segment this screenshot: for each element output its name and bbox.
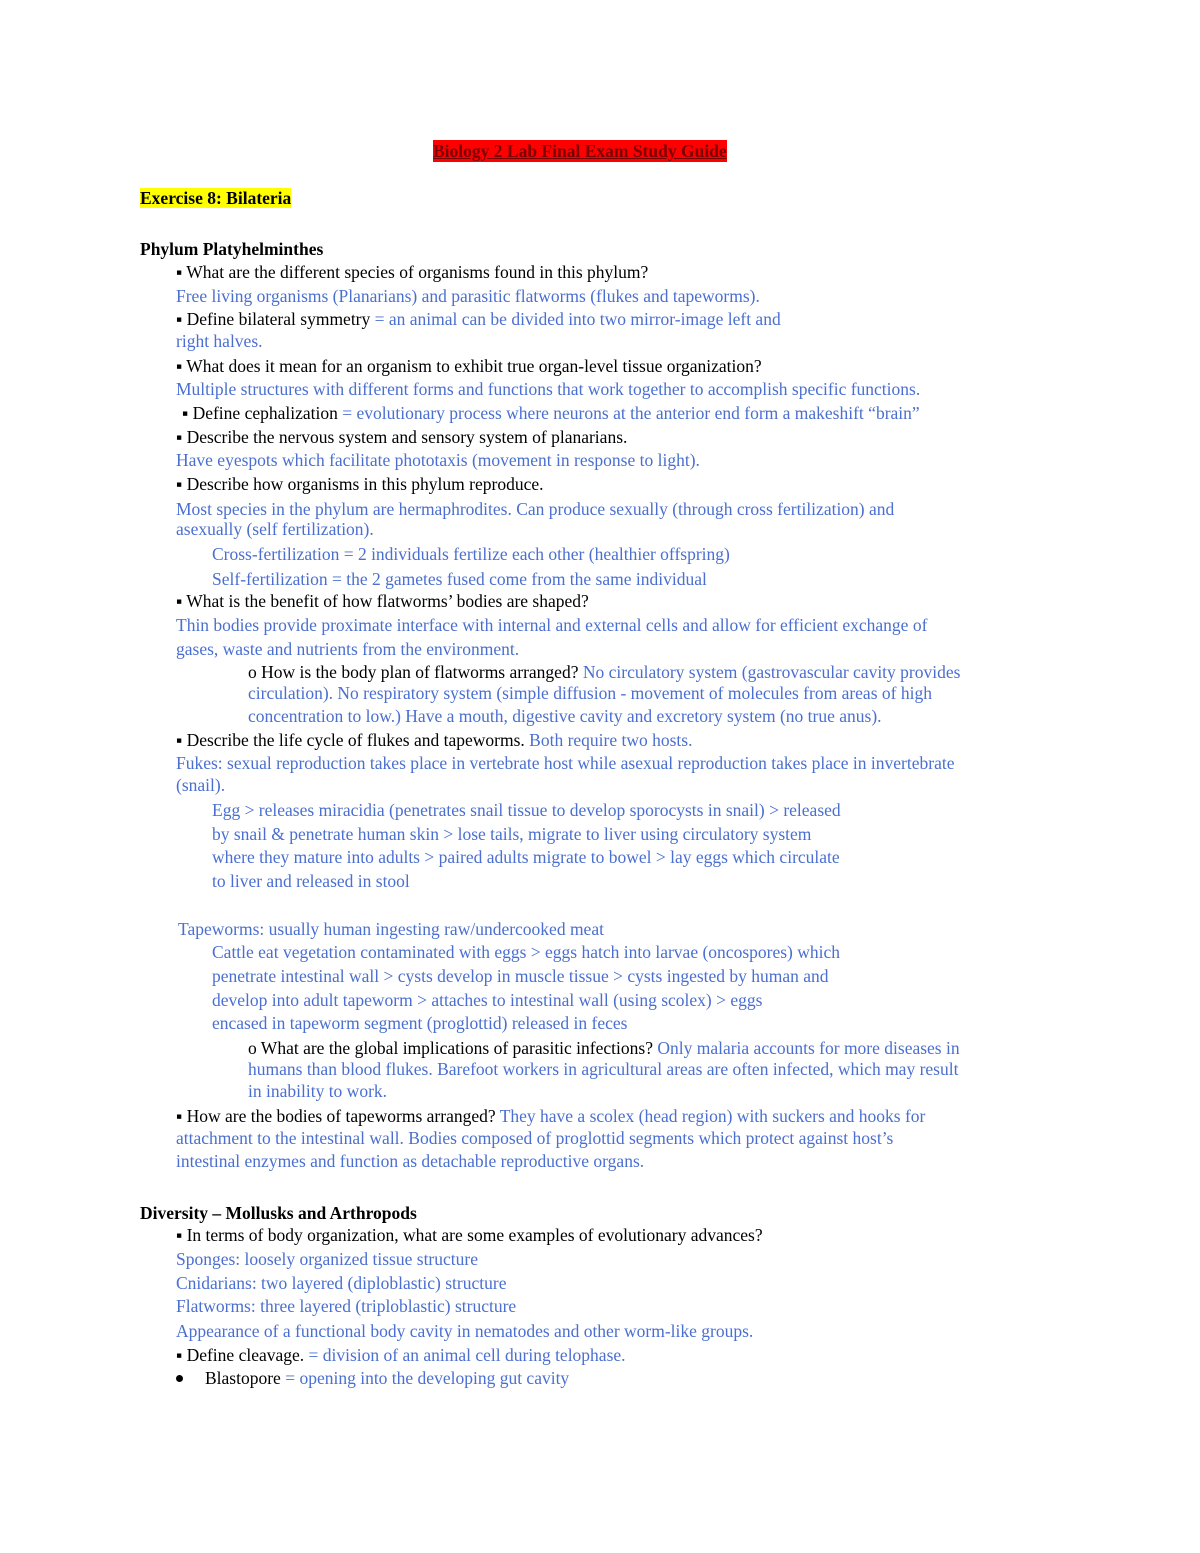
answer-line: Cross-fertilization = 2 individuals fertilize each other (healthier offspring) (212, 544, 730, 564)
answer-line: Sponges: loosely organized tissue structure (176, 1249, 478, 1269)
answer-line: Thin bodies provide proximate interface with internal and external cells and allow for efficient exchange of (176, 615, 928, 635)
answer-line: develop into adult tapeworm > attaches to intestinal wall (using scolex) > eggs (212, 990, 763, 1010)
answer-line: in inability to work. (248, 1081, 388, 1101)
question-answer-line (248, 661, 960, 683)
answer-line: Flatworms: three layered (triploblastic) structure (176, 1296, 517, 1316)
answer-line: by snail & penetrate human skin > lose tails, migrate to liver using circulatory system (212, 824, 812, 844)
answer-text: They have a scolex (head region) with suckers and hooks for (499, 1106, 926, 1126)
answer-text: Only malaria accounts for more diseases in (657, 1038, 960, 1058)
answer-text: = opening into the developing gut cavity (285, 1368, 570, 1388)
document-title: Biology 2 Lab Final Exam Study Guide (433, 141, 727, 161)
answer-text: = evolutionary process where neurons at the anterior end form a makeshift “brain” (342, 403, 920, 423)
section-heading-platyhelminthes: Phylum Platyhelminthes (140, 239, 324, 259)
question-answer-line (176, 729, 692, 751)
question-text: ▪ Define bilateral symmetry (176, 309, 375, 329)
question-answer-line (176, 1344, 626, 1366)
answer-text: Both require two hosts. (529, 730, 693, 750)
answer-line: where they mature into adults > paired adults migrate to bowel > lay eggs which circulate (212, 847, 840, 867)
answer-line: intestinal enzymes and function as detachable reproductive organs. (176, 1151, 645, 1171)
answer-line: Most species in the phylum are hermaphrodites. Can produce sexually (through cross fertilization) and (176, 499, 895, 519)
question-line: ▪ Describe the nervous system and sensory system of planarians. (176, 427, 628, 447)
answer-line: to liver and released in stool (212, 871, 410, 891)
answer-line: attachment to the intestinal wall. Bodies composed of proglottid segments which protect against host’s (176, 1128, 894, 1148)
question-text: ▪ Define cephalization (182, 403, 343, 423)
question-answer-line (248, 1037, 960, 1059)
bullet-line (176, 1367, 569, 1389)
bullet-icon (176, 1375, 183, 1382)
answer-line: asexually (self fertilization). (176, 519, 374, 539)
answer-line: concentration to low.) Have a mouth, digestive cavity and excretory system (no true anus). (248, 706, 882, 726)
answer-line: Egg > releases miracidia (penetrates snail tissue to develop sporocysts in snail) > released (212, 800, 841, 820)
answer-line: gases, waste and nutrients from the environment. (176, 639, 520, 659)
answer-line: Appearance of a functional body cavity in nematodes and other worm-like groups. (176, 1321, 754, 1341)
answer-line: Multiple structures with different forms and functions that work together to accomplish specific functions. (176, 379, 921, 399)
question-answer-line (176, 308, 781, 330)
answer-line: right halves. (176, 331, 263, 351)
answer-line: Self-fertilization = the 2 gametes fused come from the same individual (212, 569, 707, 589)
answer-text: = division of an animal cell during telophase. (308, 1345, 626, 1365)
answer-text: No circulatory system (gastrovascular cavity provides (582, 662, 961, 682)
answer-line: penetrate intestinal wall > cysts develop in muscle tissue > cysts ingested by human and (212, 966, 829, 986)
answer-line: Cnidarians: two layered (diploblastic) structure (176, 1273, 507, 1293)
question-text: Blastopore (205, 1368, 286, 1388)
answer-line: Free living organisms (Planarians) and parasitic flatworms (flukes and tapeworms). (176, 286, 760, 306)
question-text: o What are the global implications of parasitic infections? (248, 1038, 658, 1058)
question-line: ▪ What are the different species of organisms found in this phylum? (176, 262, 649, 282)
answer-line: Fukes: sexual reproduction takes place in vertebrate host while asexual reproduction takes place in invertebrate (176, 753, 955, 773)
answer-line: humans than blood flukes. Barefoot workers in agricultural areas are often infected, which may result (248, 1059, 959, 1079)
question-line: ▪ In terms of body organization, what are some examples of evolutionary advances? (176, 1225, 763, 1245)
question-answer-line (182, 402, 920, 424)
answer-line: encased in tapeworm segment (proglottid) released in feces (212, 1013, 628, 1033)
exercise-heading (140, 187, 291, 209)
question-text: ▪ How are the bodies of tapeworms arranged? (176, 1106, 500, 1126)
answer-line: (snail). (176, 775, 226, 795)
question-line: ▪ What does it mean for an organism to exhibit true organ-level tissue organization? (176, 356, 762, 376)
answer-line: Cattle eat vegetation contaminated with eggs > eggs hatch into larvae (oncospores) which (212, 942, 841, 962)
question-text: ▪ Define cleavage. (176, 1345, 309, 1365)
question-text: ▪ Describe the life cycle of flukes and tapeworms. (176, 730, 530, 750)
exercise-heading-text: Exercise 8: Bilateria (140, 188, 292, 208)
question-answer-line (176, 1105, 925, 1127)
answer-line: Tapeworms: usually human ingesting raw/undercooked meat (178, 919, 604, 939)
answer-line: Have eyespots which facilitate phototaxis (movement in response to light). (176, 450, 700, 470)
question-line: ▪ Describe how organisms in this phylum reproduce. (176, 474, 544, 494)
answer-text: = an animal can be divided into two mirror-image left and (374, 309, 781, 329)
answer-line: circulation). No respiratory system (simple diffusion - movement of molecules from areas of high (248, 683, 932, 703)
question-text: o How is the body plan of flatworms arranged? (248, 662, 583, 682)
section-heading-mollusks-arthropods: Diversity – Mollusks and Arthropods (140, 1203, 417, 1223)
question-line: ▪ What is the benefit of how flatworms’ bodies are shaped? (176, 591, 589, 611)
